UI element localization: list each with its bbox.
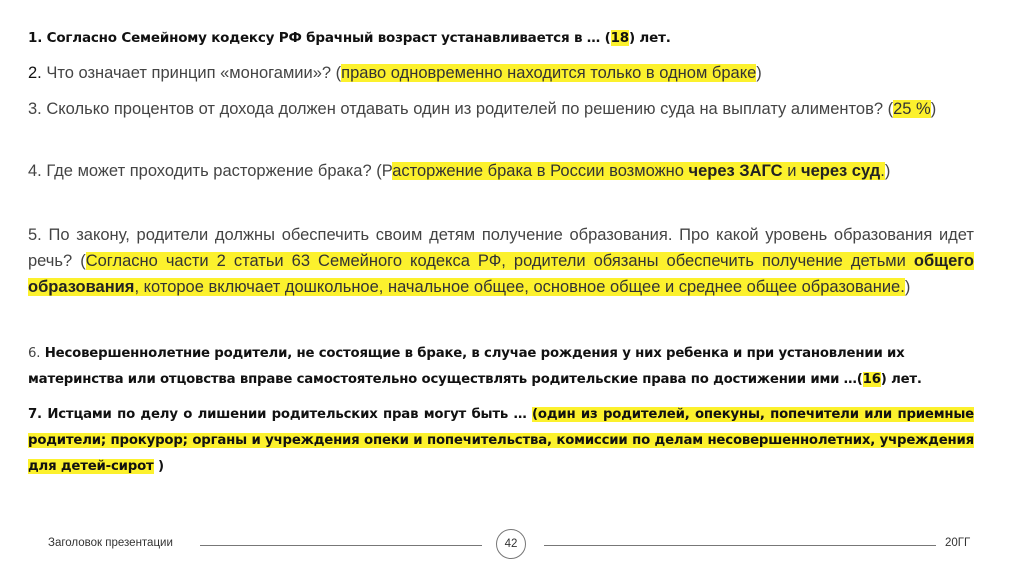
question-7	[28, 402, 974, 480]
question-5-answer	[28, 252, 974, 296]
question-4-answer-part2: и	[782, 162, 801, 180]
question-4-answer	[392, 162, 885, 180]
question-7-answer: (один из родителей, опекуны, попечители или приемные родители; прокурор; органы и учреждения опеки и попечительства, комиссии по делам несовершеннолетних, учреждения для детей-сирот	[28, 407, 974, 474]
question-4-answer-court: через суд	[801, 162, 881, 180]
footer-divider-right	[544, 545, 936, 546]
footer-year: 20ГГ	[945, 537, 971, 549]
question-5-answer-general-education: общего образования	[28, 252, 974, 296]
page-number: 42	[504, 538, 518, 550]
question-2-answer: право одновременно находится только в одном браке	[341, 64, 757, 82]
question-3-suffix: )	[930, 100, 937, 118]
question-4-answer-part3: .	[880, 162, 885, 180]
question-2	[28, 60, 974, 86]
question-1-text: 1. Согласно Семейному кодексу РФ брачный возраст устанавливается в … (	[28, 30, 611, 46]
question-5	[28, 222, 974, 300]
question-6-text: Несовершеннолетние родители, не состоящие в браке, в случае рождения у них ребенка и при установлении их материнства или отцовства вправе самостоятельно осуществлять родительские права по достижении ими …(	[28, 346, 905, 387]
question-2-text: Что означает принцип «моногамии»? (	[41, 64, 342, 82]
question-5-suffix: )	[904, 278, 911, 296]
question-2-suffix: )	[756, 64, 762, 82]
question-3-text: 3. Сколько процентов от дохода должен отдавать один из родителей по решению суда на выплату алиментов? (	[28, 100, 894, 118]
question-7-text: 7. Истцами по делу о лишении родительских прав могут быть …	[28, 407, 533, 422]
question-7-suffix: )	[153, 459, 164, 474]
question-3	[28, 96, 974, 122]
question-5-text: 5. По закону, родители должны обеспечить своим детям получение образования. Про какой уровень образования идет речь? (	[28, 226, 974, 270]
question-4-answer-part1: асторжение брака в России возможно	[392, 162, 689, 180]
page-number-badge	[496, 529, 526, 559]
footer-presentation-title: Заголовок презентации	[48, 537, 173, 549]
question-2-number: 2.	[28, 64, 42, 82]
question-1	[28, 28, 974, 48]
question-1-suffix: ) лет.	[628, 30, 671, 46]
question-5-answer-part2: , которое включает дошкольное, начальное общее, основное общее и среднее общее образование.	[134, 278, 905, 296]
question-3-answer: 25 %	[893, 100, 931, 118]
question-6	[28, 341, 974, 393]
footer-divider-left	[200, 545, 482, 546]
question-6-suffix: ) лет.	[880, 372, 922, 387]
question-1-answer: 18	[610, 30, 629, 46]
question-4-suffix: )	[884, 162, 891, 180]
question-4	[28, 158, 974, 184]
question-6-answer: 16	[862, 372, 881, 387]
question-4-text: 4. Где может проходить расторжение брака? (Р	[28, 162, 393, 180]
question-6-number: 6.	[28, 346, 41, 361]
question-4-answer-zags: через ЗАГС	[688, 162, 783, 180]
question-5-answer-part1: Согласно части 2 статьи 63 Семейного кодекса РФ, родители обязаны обеспечить получение детьми	[85, 252, 914, 270]
